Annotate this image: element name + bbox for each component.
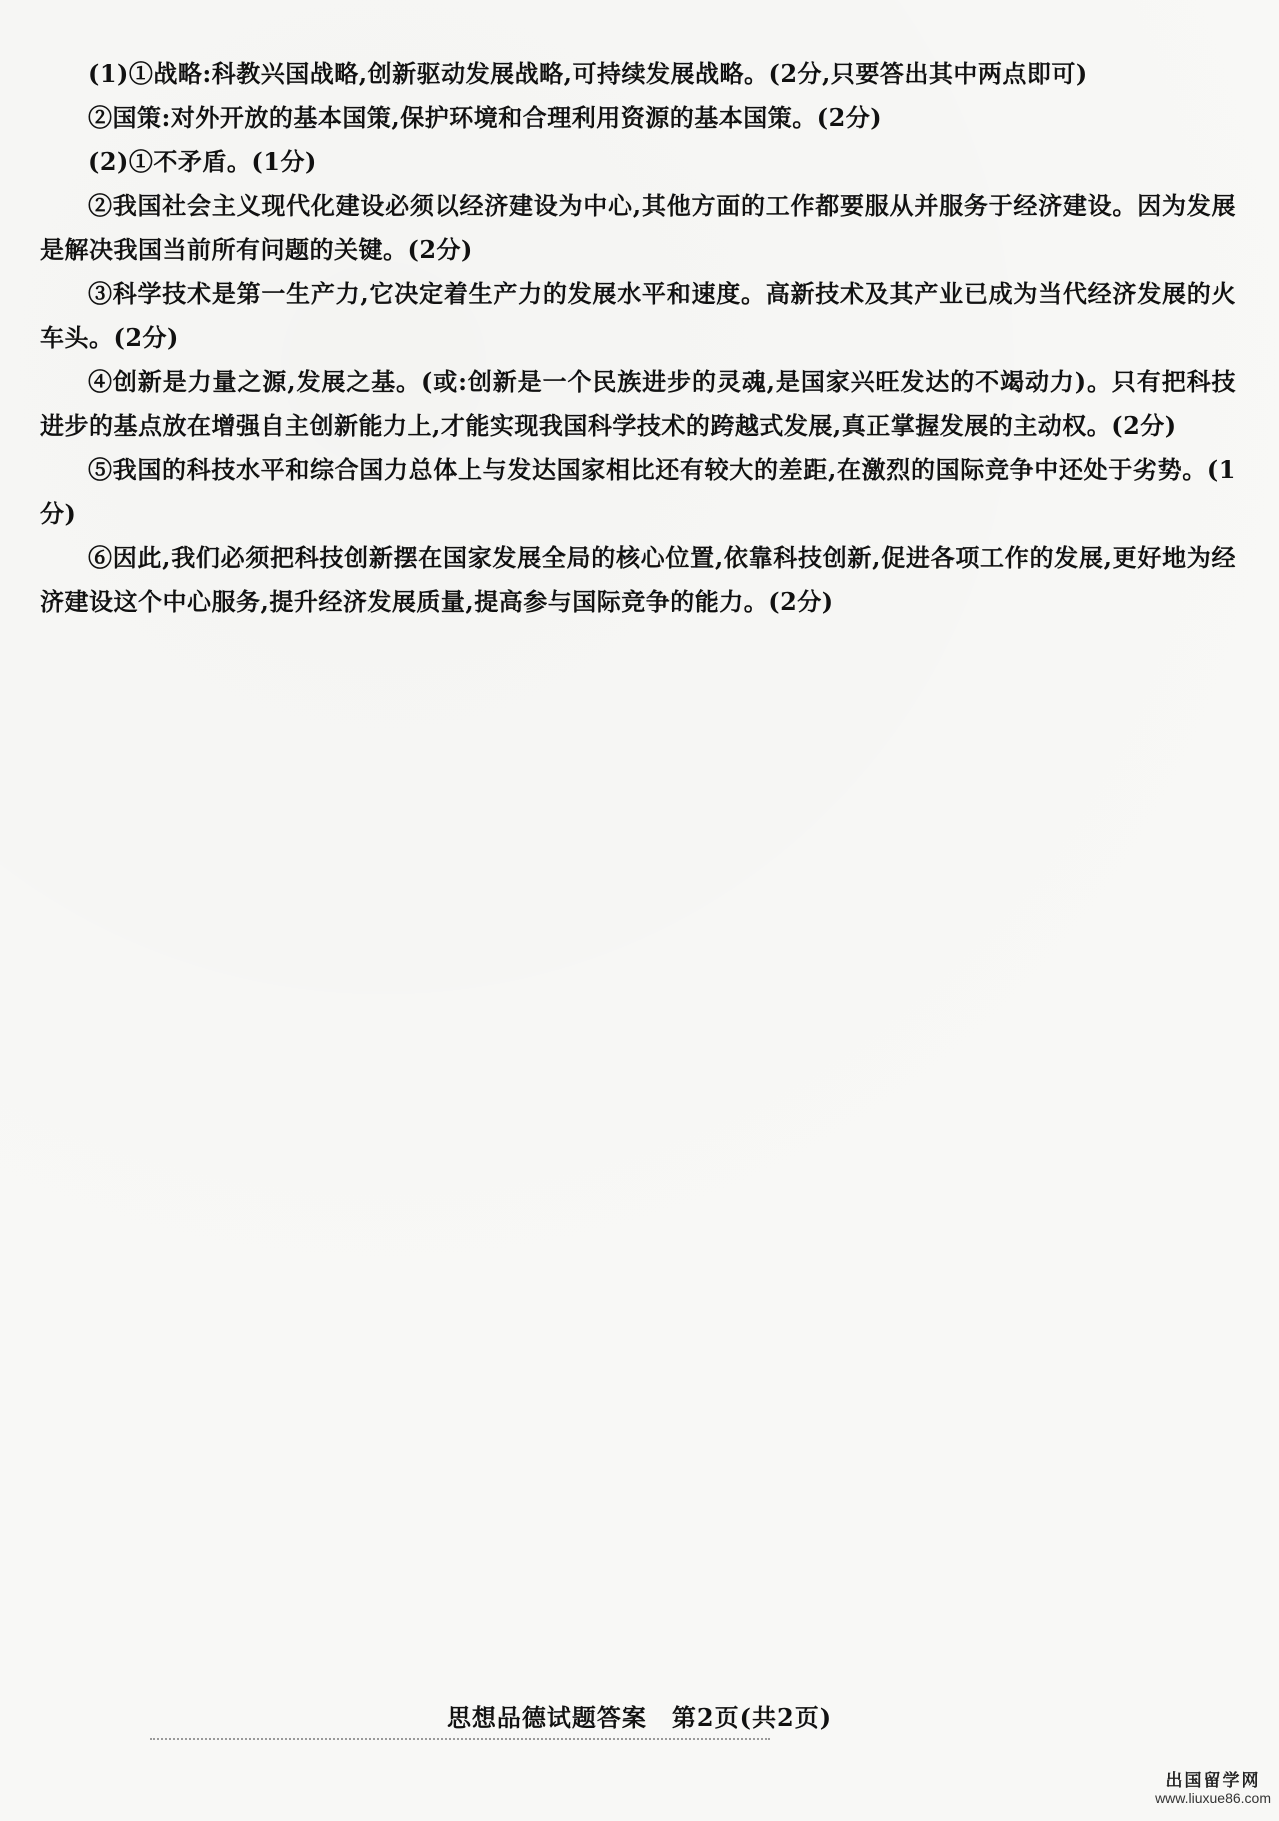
watermark-title: 出国留学网: [1165, 1771, 1261, 1790]
watermark-url: www.liuxue86.com: [1155, 1789, 1271, 1806]
answer-paragraph-5: ③科学技术是第一生产力,它决定着生产力的发展水平和速度。高新技术及其产业已成为当代经济发展的火车头。(2分): [40, 279, 1236, 352]
site-watermark: [1155, 1772, 1271, 1806]
page-footer: 思想品德试题答案 第2页(共2页): [446, 1703, 833, 1732]
answer-paragraph-2: ②国策:对外开放的基本国策,保护环境和合理利用资源的基本国策。(2分): [88, 103, 883, 132]
answer-paragraph-4: ②我国社会主义现代化建设必须以经济建设为中心,其他方面的工作都要服从并服务于经济建设。因为发展是解决我国当前所有问题的关键。(2分): [40, 191, 1236, 264]
footer-divider: [150, 1738, 770, 1740]
answer-body: [40, 52, 1236, 624]
answer-paragraph-3: (2)①不矛盾。(1分): [88, 147, 317, 176]
answer-paragraph-8: ⑥因此,我们必须把科技创新摆在国家发展全局的核心位置,依靠科技创新,促进各项工作的发展,更好地为经济建设这个中心服务,提升经济发展质量,提高参与国际竞争的能力。(2分): [40, 543, 1236, 616]
answer-paragraph-6: ④创新是力量之源,发展之基。(或:创新是一个民族进步的灵魂,是国家兴旺发达的不竭动力)。只有把科技进步的基点放在增强自主创新能力上,才能实现我国科学技术的跨越式发展,真正掌握发展的主动权。(2分): [40, 367, 1236, 440]
answer-paragraph-1: (1)①战略:科教兴国战略,创新驱动发展战略,可持续发展战略。(2分,只要答出其中两点即可): [88, 59, 1088, 88]
answer-paragraph-7: ⑤我国的科技水平和综合国力总体上与发达国家相比还有较大的差距,在激烈的国际竞争中还处于劣势。(1分): [40, 455, 1236, 528]
